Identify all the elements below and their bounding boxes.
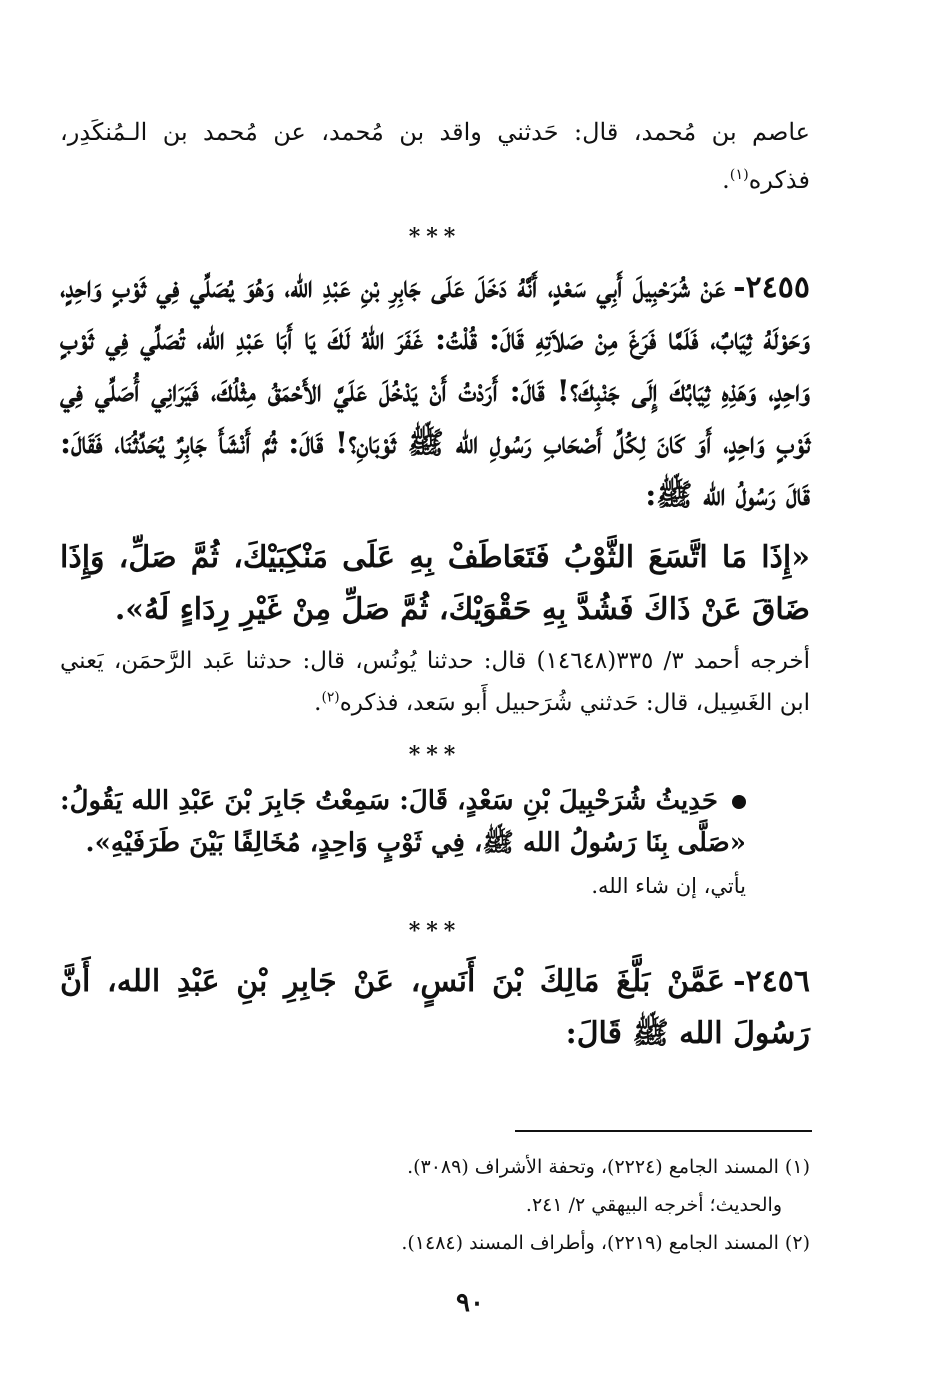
footnote-divider [515,1130,812,1132]
section-separator: *** [408,742,462,768]
hadith-2455 [60,262,810,522]
hadith-2456 [60,956,810,1060]
hadith-text: عَمَّنْ بَلَّغَ مَالِكَ بْنَ أَنَسٍ، عَنْ جَابِرِ بْنِ عَبْدِ الله، أَنَّ رَسُولَ الله ﷺ قَالَ: [60,964,810,1051]
hadith-text: عَنْ شُرَحْبِيلَ أَبِي سَعْدٍ، أَنَّهُ دَخَلَ عَلَى جَابِرِ بْنِ عَبْدِ الله، وَهُوَ يُصَلِّي فِي ثَوْبٍ وَاحِدٍ، وَحَوْلَهُ ثِيَابٌ، فَلَمَّا فَرَغَ مِنْ صَلاَتِهِ قَالَ: قُلْتُ: غَفَرَ اللهُ لَكَ يَا أَبَا عَبْدِ الله، تُصَلِّي فِي ثَوْبٍ وَاحِدٍ، وَهَذِهِ ثِيَابُكَ إِلَى جَنْبِكَ؟! قَالَ: أَرَدْتُ أَنْ يَدْخُلَ عَلَيَّ الأَحْمَقُ مِثْلُكَ، فَيَرَانِي أُصَلِّي فِي ثَوْبٍ وَاحِدٍ، أَوَ كَانَ لِكُلِّ أَصْحَابِ رَسُولِ الله ﷺ ثَوْبَانِ؟! قَالَ: ثُمَّ أَنْشَأَ جَابِرٌ يُحَدِّثُنَا، فَقَالَ: قَالَ رَسُولُ الله ﷺ: [60,270,810,513]
footnotes [60,1148,810,1262]
footnote-2: (٢) المسند الجامع (٢٢١٩)، وأطراف المسند (١٤٨٤). [401,1232,810,1254]
footnote-1: (١) المسند الجامع (٢٢٢٤)، وتحفة الأشراف (٣٠٨٩). [407,1156,810,1178]
takhrij-paragraph: أخرجه أحمد ٣/ ٣٣٥(١٤٦٤٨) قال: حدثنا يُونُس، قال: حدثنا عَبد الرَّحمَن، يَعني ابن الغَسِيل، قال: حَدثني شُرَحبيل أَبو سَعد، فذكره$^{(٢)}$. [60,648,810,716]
footnote-1-continuation: والحديث؛ أخرجه البيهقي ٢/ ٢٤١. [525,1194,782,1216]
hadith-number: ٢٤٥٥- [733,270,810,305]
intro-text: عاصم بن مُحمد، قال: حَدثني واقد بن مُحمد، عن مُحمد بن الـمُنكَدِر، فذكره [60,118,810,194]
hadith-2455-quote: «إِذَا مَا اتَّسَعَ الثَّوْبُ فَتَعَاطَفْ بِهِ عَلَى مَنْكِبَيْكَ، ثُمَّ صَلِّ، وَإِذَا ضَاقَ عَنْ ذَاكَ فَشُدَّ بِهِ حَقْوَيْكَ، ثُمَّ صَلِّ مِنْ غَيْرِ رِدَاءٍ لَهُ». [60,540,810,627]
hadith-number: ٢٤٥٦- [733,964,810,999]
intro-paragraph: عاصم بن مُحمد، قال: حَدثني واقد بن مُحمد، عن مُحمد بن الـمُنكَدِر، فذكره$^{(١)}$. [60,118,810,194]
page-number: ٩٠ [456,1288,484,1318]
section-separator: *** [408,918,462,944]
hadith-shurahbil-text: حَدِيثُ شُرَحْبِيلَ بْنِ سَعْدٍ، قَالَ: سَمِعْتُ جَابِرَ بْنَ عَبْدِ الله يَقُولُ: «صَلَّى بِنَا رَسُولُ الله ﷺ، فِي ثَوْبٍ وَاحِدٍ، مُخَالِفًا بَيْنَ طَرَفَيْهِ». [60,786,746,858]
takhrij-text: أخرجه أحمد ٣/ ٣٣٥(١٤٦٤٨) قال: حدثنا يُونُس، قال: حدثنا عَبد الرَّحمَن، يَعني ابن الغَسِيل، قال: حَدثني شُرَحبيل أَبو سَعد، فذكره [60,648,810,716]
page-body [60,108,810,1060]
hadith-shurahbil [60,780,810,864]
cross-reference-note: يأتي، إن شاء الله. [591,874,746,898]
footnote-ref-2[interactable]: (٢) [321,689,340,706]
section-separator: *** [408,224,462,250]
footnote-ref-1[interactable]: (١) [729,167,749,183]
bullet-icon [732,795,746,809]
